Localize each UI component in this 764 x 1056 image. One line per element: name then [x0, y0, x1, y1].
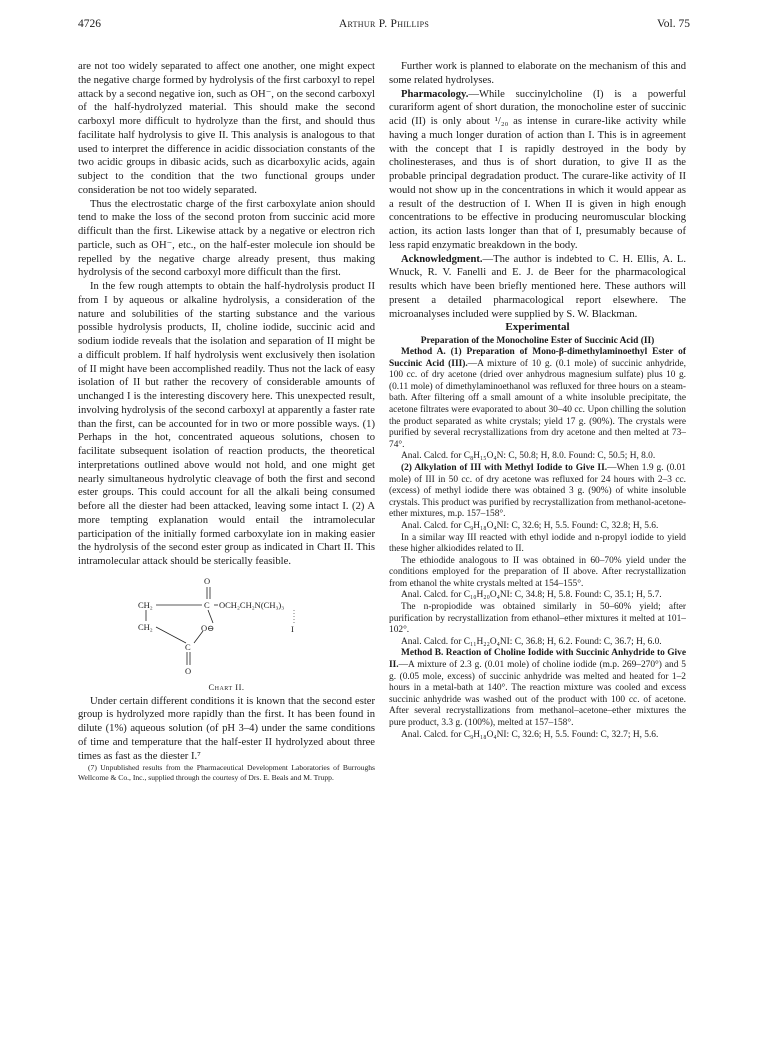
- analysis-line: Anal. Calcd. for C₁₁H₂₂O₄NI: C, 36.8; H, 6.2. Found: C, 36.7; H, 6.0.: [401, 636, 662, 647]
- bond-lines: [78, 573, 375, 679]
- iodide-ion: I: [291, 623, 294, 634]
- pharmacology-text: —While succinylcholine (I) is a powerful curariform agent of short duration, the monocholine ester of succinic acid (II) is only about ¹/₂₀ as intense in curare-like activity while having a much longer duration of action than I. This is in agreement with the concept that I is rapidly destroyed in the body by cholinesterases, and thus is of short duration, to give II as the probable principal degradation product. The curare-like activity of II would not show up in the concentrations in which it would appear as a result of the destruction of I. When II is given in high enough concentrations to be effective in producing neuromuscular blocking action, its action lasts longer than that of I, presumably because of less rapid enzymatic breakdown in the body.: [389, 88, 686, 251]
- method-b-text: —A mixture of 2.3 g. (0.01 mole) of choline iodide (m.p. 269–270°) and 5 g. (0.05 mole, excess) of succinic anhydride was melted and heated for 1–2 hours in a metal-bath at 140°. The reaction mixture was cooled and excess succinic anhydride was washed out of the product with 100 cc. of acetone. After several recrystallizations from methanol–acetone–ether mixtures the pure product, 3.3 g. (100%), melted at 157–158°.: [389, 660, 686, 728]
- oxygen-top: O: [204, 575, 211, 586]
- paragraph: The ethiodide analogous to II was obtained in 60–70% yield under the conditions employed for the preparation of II above. After recrystallization from ethanol the white crystals melted at 154–155°.: [389, 555, 686, 589]
- method-a-paragraph: [389, 347, 686, 451]
- page-number: 4726: [78, 18, 101, 30]
- analysis-line: Anal. Calcd. for C₁₀H₂₀O₄NI: C, 34.8; H, 5.8. Found: C, 35.1; H, 5.7.: [401, 590, 662, 601]
- choline-chain: OCH₂CH₂N(CH₃)₃: [219, 599, 285, 610]
- oxygen-bottom: O: [185, 665, 192, 676]
- alkylation-text: —When 1.9 g. (0.01 mole) of III in 50 cc. of dry acetone was refluxed for 24 hours with 2–3 cc. (excess) of methyl iodide there was obtained 3 g. (90%) of white insoluble crystals. This product was purified by recrystallization from methanol-acetone-ether mixtures, m.p. 157–158°.: [389, 462, 686, 520]
- paragraph: Further work is planned to elaborate on the mechanism of this and some related hydrolyses.: [389, 61, 686, 86]
- paragraph: In a similar way III reacted with ethyl iodide and n-propyl iodide to yield these higher alkiodides related to II.: [389, 532, 686, 555]
- carbonyl-carbon-b: C: [185, 641, 191, 652]
- page-header: [78, 18, 690, 34]
- alkylation-heading: (2) Alkylation of III with Methyl Iodide to Give II.: [401, 462, 608, 473]
- paragraph: are not too widely separated to affect one another, one might expect the negative charge formed by hydrolysis of the first carboxyl to repel attack by a second negative ion, such as OH⁻, on the second carboxyl of the half-hydrolyzed material. This should make the second carboxyl more difficult to hydrolyze than the first, and should thus facilitate half hydrolysis to give II. This analysis is analogous to that used to interpret the difference in acidic dissociation constants of the two acidic groups in dibasic acids, such as dicarboxylic acids, again subject to the condition that the two functional groups under consideration be not too widely separated.: [78, 61, 375, 196]
- volume-label: Vol. 75: [656, 18, 690, 30]
- acknowledgment-heading: Acknowledgment.: [401, 253, 483, 265]
- analysis-line: Anal. Calcd. for C₉H₁₈O₄NI: C, 32.6; H, 5.5. Found: C, 32.7; H, 5.6.: [401, 729, 659, 740]
- section-title-experimental: Experimental: [505, 321, 570, 334]
- paragraph: Thus the electrostatic charge of the first carboxylate anion should tend to make the loss of the second proton from succinic acid more difficult than the first. Likewise attack by a negative or electron rich particle, such as OH⁻, etc., on the half-ester molecule ion should be repelled by the negative charge already present, thus making hydrolysis of the second carboxyl more difficult than the first.: [78, 198, 375, 279]
- footnote: (7) Unpublished results from the Pharmaceutical Development Laboratories of Burroughs Wellcome & Co., Inc., supplied through the courtesy of Drs. E. Beals and M. Trupp.: [78, 763, 375, 782]
- pharmacology-paragraph: [389, 88, 686, 253]
- carboxylate-oxygen: O⊖: [201, 622, 215, 633]
- acknowledgment-paragraph: [389, 253, 686, 322]
- method-b-heading: Method B. Reaction of Choline Iodide with Succinic Anhydride to Give II.: [389, 648, 686, 671]
- acknowledgment-text: —The author is indebted to C. H. Ellis, A. L. Wnuck, R. V. Fanelli and E. J. de Beer for the pharmacological results which have been briefly mentioned here. These authors will present a detailed pharmacological report elsewhere. The microanalyses included were supplied by S. W. Blackman.: [389, 253, 686, 320]
- pharmacology-heading: Pharmacology.: [401, 88, 469, 100]
- subsection-title: Preparation of the Monocholine Ester of Succinic Acid (II): [420, 336, 655, 346]
- analysis-line: Anal. Calcd. for C₈H₁₅O₄N: C, 50.8; H, 8.0. Found: C, 50.5; H, 8.0.: [401, 451, 656, 462]
- analysis-line: Anal. Calcd. for C₉H₁₈O₄NI: C, 32.6; H, 5.5. Found: C, 32.8; H, 5.6.: [401, 520, 659, 531]
- carbonyl-carbon-a: C: [204, 599, 210, 610]
- paragraph: The n-propiodide was obtained similarly in 50–60% yield; after purification by recrystallization from ethanol–ether mixtures it melted at 101–102°.: [389, 602, 686, 636]
- ch2-lower: CH₂: [138, 621, 153, 632]
- method-b-paragraph: [389, 648, 686, 729]
- method-a-text: —A mixture of 10 g. (0.1 mole) of succinic anhydride, 100 cc. of dry acetone (dried over anhydrous magnesium sulfate) plus 10 g. (0.11 mole) of dimethylaminoethanol was refluxed for three hours on a steam-bath. After filtering off a small amount of a white insoluble precipitate, the acetone filtrates were evaporated to about 30–40 cc. Upon chilling the solution the product separated as white crystals; yield 17 g. (90%). The crystals were purified by several recrystallizations from dry acetone and then melted at 73–74°.: [389, 358, 686, 450]
- chart-ii-structure: [78, 573, 375, 679]
- left-column: [78, 60, 375, 782]
- paragraph: In the few rough attempts to obtain the half-hydrolysis product II from I by aqueous or alkaline hydrolysis, a consideration of the nature and solubilities of the starting substance and the various possible hydrolysis products, II, choline iodide, succinic acid and sodium iodide reveals that the isolation and separation of II might be a difficult problem. If half hydrolysis went exclusively then isolation of II might have been accomplished readily. Thus not the lack of easy isolation of II but rather the recovery of considerable amounts of unchanged I is the interesting discovery here. This unexpected result, involving hydrolysis of the second carboxyl at apparently a faster rate than the first, can be accounted for in two or more possible ways. (1) Perhaps in the hot, concentrated aqueous solutions, chosen to facilitate subsequent isolation of reaction products, the theoretical interpretations outlined above would not hold, and one might get nearly simultaneous hydrolytic cleavage of both the first and second ester groups. This could account for all the alkali being consumed before all the diester had been attacked, leaving some intact I. (2) A more tempting explanation would entail the intramolecular participation of the initially formed carboxylate ion in making easier the hydrolysis of the second ester group as indicated in Chart II. This intramolecular attack should be sterically feasible.: [78, 281, 375, 567]
- chart-caption: Chart II.: [208, 681, 245, 692]
- ch2-upper: CH₂: [138, 599, 153, 610]
- method-a-heading: Method A. (1) Preparation of Mono-β-dimethylaminoethyl Ester of Succinic Acid (III).: [389, 347, 686, 369]
- paragraph: Under certain different conditions it is known that the second ester group is hydrolyzed more rapidly than the first. It has been found in dilute (1%) aqueous solution (of pH 3–4) under the same conditions of time and temperature that the half-ester II hydrolyzed about three times as fast as the diester I.⁷: [78, 695, 375, 762]
- right-column: [389, 60, 686, 741]
- alkylation-paragraph: [389, 463, 686, 521]
- running-author: Arthur P. Phillips: [338, 18, 430, 30]
